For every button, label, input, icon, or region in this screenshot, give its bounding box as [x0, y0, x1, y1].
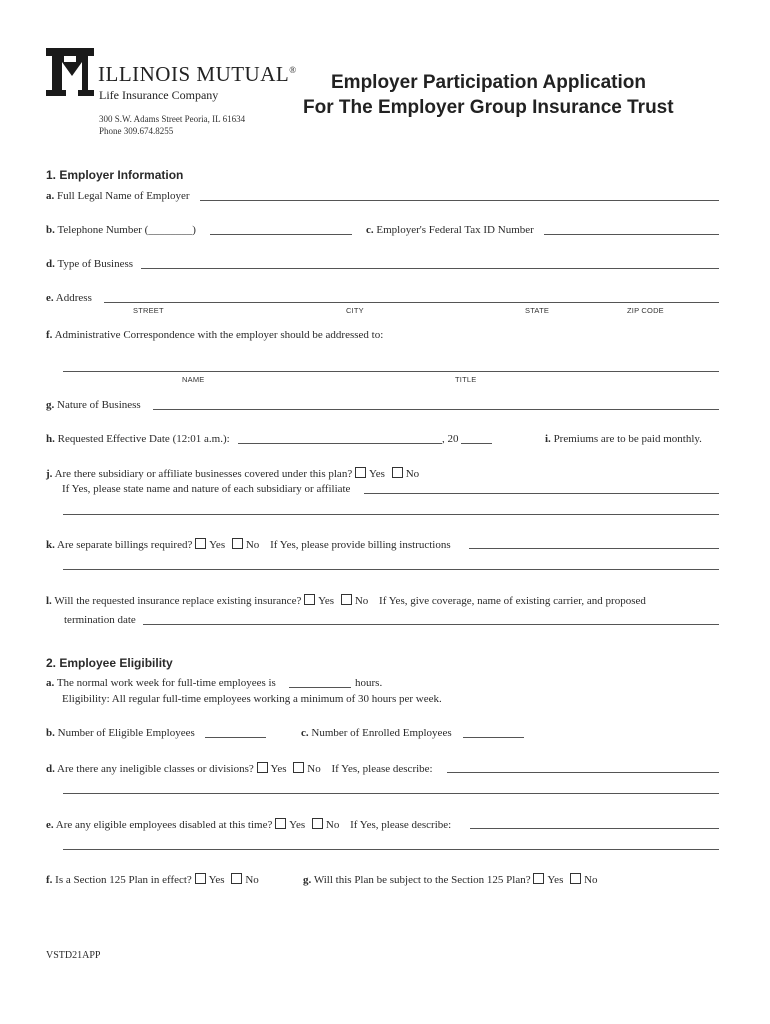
- s1-j-followup: If Yes, please state name and nature of each subsidiary or affiliate: [62, 483, 351, 495]
- telephone-field[interactable]: [210, 234, 352, 235]
- s1-i-label: i. Premiums are to be paid monthly.: [545, 433, 702, 445]
- street-caption: STREET: [133, 306, 164, 315]
- title-caption: TITLE: [455, 375, 477, 384]
- company-phone: Phone 309.674.8255: [99, 126, 174, 136]
- s1-c-label: c. Employer's Federal Tax ID Number: [366, 224, 534, 236]
- s2-f-question: f. Is a Section 125 Plan in effect? Yes No: [46, 874, 259, 886]
- address-field[interactable]: [104, 302, 719, 303]
- e-no-checkbox[interactable]: [312, 818, 323, 829]
- s1-k-question: k. Are separate billings required? Yes No If Yes, please provide billing instructions: [46, 539, 451, 551]
- company-subtitle: Life Insurance Company: [99, 88, 219, 102]
- form-code: VSTD21APP: [46, 950, 101, 961]
- s2-d-question: d. Are there any ineligible classes or divisions? Yes No If Yes, please describe:: [46, 763, 433, 775]
- d-yes-checkbox[interactable]: [257, 762, 268, 773]
- s1-l-followup2: termination date: [64, 614, 136, 626]
- zip-caption: ZIP CODE: [627, 306, 664, 315]
- s1-a-label: a. Full Legal Name of Employer: [46, 190, 190, 202]
- ineligible-classes-field[interactable]: [447, 772, 719, 773]
- year-prefix: , 20: [442, 433, 459, 445]
- s2-g-question: g. Will this Plan be subject to the Section 125 Plan? Yes No: [303, 874, 598, 886]
- s1-e-label: e. Address: [46, 292, 92, 304]
- city-caption: CITY: [346, 306, 364, 315]
- effective-date-field[interactable]: [238, 443, 442, 444]
- j-no-checkbox[interactable]: [392, 467, 403, 478]
- tax-id-field[interactable]: [544, 234, 719, 235]
- company-name: ILLINOIS MUTUAL®: [98, 62, 297, 86]
- state-caption: STATE: [525, 306, 550, 315]
- s2-c-label: c. Number of Enrolled Employees: [301, 727, 452, 739]
- enrolled-employees-field[interactable]: [463, 737, 524, 738]
- company-logo: [44, 46, 96, 98]
- f-no-checkbox[interactable]: [231, 873, 242, 884]
- employer-name-field[interactable]: [200, 200, 719, 201]
- disabled-employees-field[interactable]: [470, 828, 719, 829]
- s1-g-label: g. Nature of Business: [46, 399, 141, 411]
- hours-suffix: hours.: [355, 677, 383, 689]
- s1-d-label: d. Type of Business: [46, 258, 134, 270]
- effective-year-field[interactable]: [461, 443, 492, 444]
- l-yes-checkbox[interactable]: [304, 594, 315, 605]
- d-no-checkbox[interactable]: [293, 762, 304, 773]
- correspondence-field[interactable]: [63, 371, 719, 372]
- l-no-checkbox[interactable]: [341, 594, 352, 605]
- type-of-business-field[interactable]: [141, 268, 719, 269]
- logo-mark-icon: [44, 46, 96, 98]
- billing-instructions-field[interactable]: [469, 548, 719, 549]
- form-title-line2: For The Employer Group Insurance Trust: [303, 97, 674, 118]
- replacement-field[interactable]: [143, 624, 719, 625]
- eligible-employees-field[interactable]: [205, 737, 266, 738]
- eligibility-note: Eligibility: All regular full-time employees working a minimum of 30 hours per week.: [62, 693, 442, 705]
- g-no-checkbox[interactable]: [570, 873, 581, 884]
- s2-a-label: a. The normal work week for full-time employees is: [46, 677, 276, 689]
- billing-instructions-field-2[interactable]: [63, 569, 719, 570]
- section1-heading: 1. Employer Information: [46, 168, 184, 182]
- subsidiary-field-2[interactable]: [63, 514, 719, 515]
- ineligible-classes-field-2[interactable]: [63, 793, 719, 794]
- disabled-employees-field-2[interactable]: [63, 849, 719, 850]
- s2-e-question: e. Are any eligible employees disabled at this time? Yes No If Yes, please describe:: [46, 819, 452, 831]
- s2-b-label: b. Number of Eligible Employees: [46, 727, 195, 739]
- s1-f-label: f. Administrative Correspondence with the employer should be addressed to:: [46, 329, 384, 341]
- g-yes-checkbox[interactable]: [533, 873, 544, 884]
- s1-j-question: j. Are there subsidiary or affiliate businesses covered under this plan? Yes No: [46, 468, 420, 480]
- form-title-line1: Employer Participation Application: [331, 72, 646, 93]
- nature-of-business-field[interactable]: [153, 409, 719, 410]
- work-week-hours-field[interactable]: [289, 687, 351, 688]
- f-yes-checkbox[interactable]: [195, 873, 206, 884]
- section2-heading: 2. Employee Eligibility: [46, 656, 173, 670]
- s1-l-question: l. Will the requested insurance replace existing insurance? Yes No If Yes, give coverage, name of existing carrier, and proposed: [46, 595, 646, 607]
- e-yes-checkbox[interactable]: [275, 818, 286, 829]
- s1-h-label: h. Requested Effective Date (12:01 a.m.):: [46, 433, 230, 445]
- j-yes-checkbox[interactable]: [355, 467, 366, 478]
- company-address: 300 S.W. Adams Street Peoria, IL 61634: [99, 114, 246, 124]
- k-no-checkbox[interactable]: [232, 538, 243, 549]
- s1-b-label: b. Telephone Number (________): [46, 224, 196, 236]
- name-caption: NAME: [182, 375, 205, 384]
- subsidiary-field[interactable]: [364, 493, 719, 494]
- k-yes-checkbox[interactable]: [195, 538, 206, 549]
